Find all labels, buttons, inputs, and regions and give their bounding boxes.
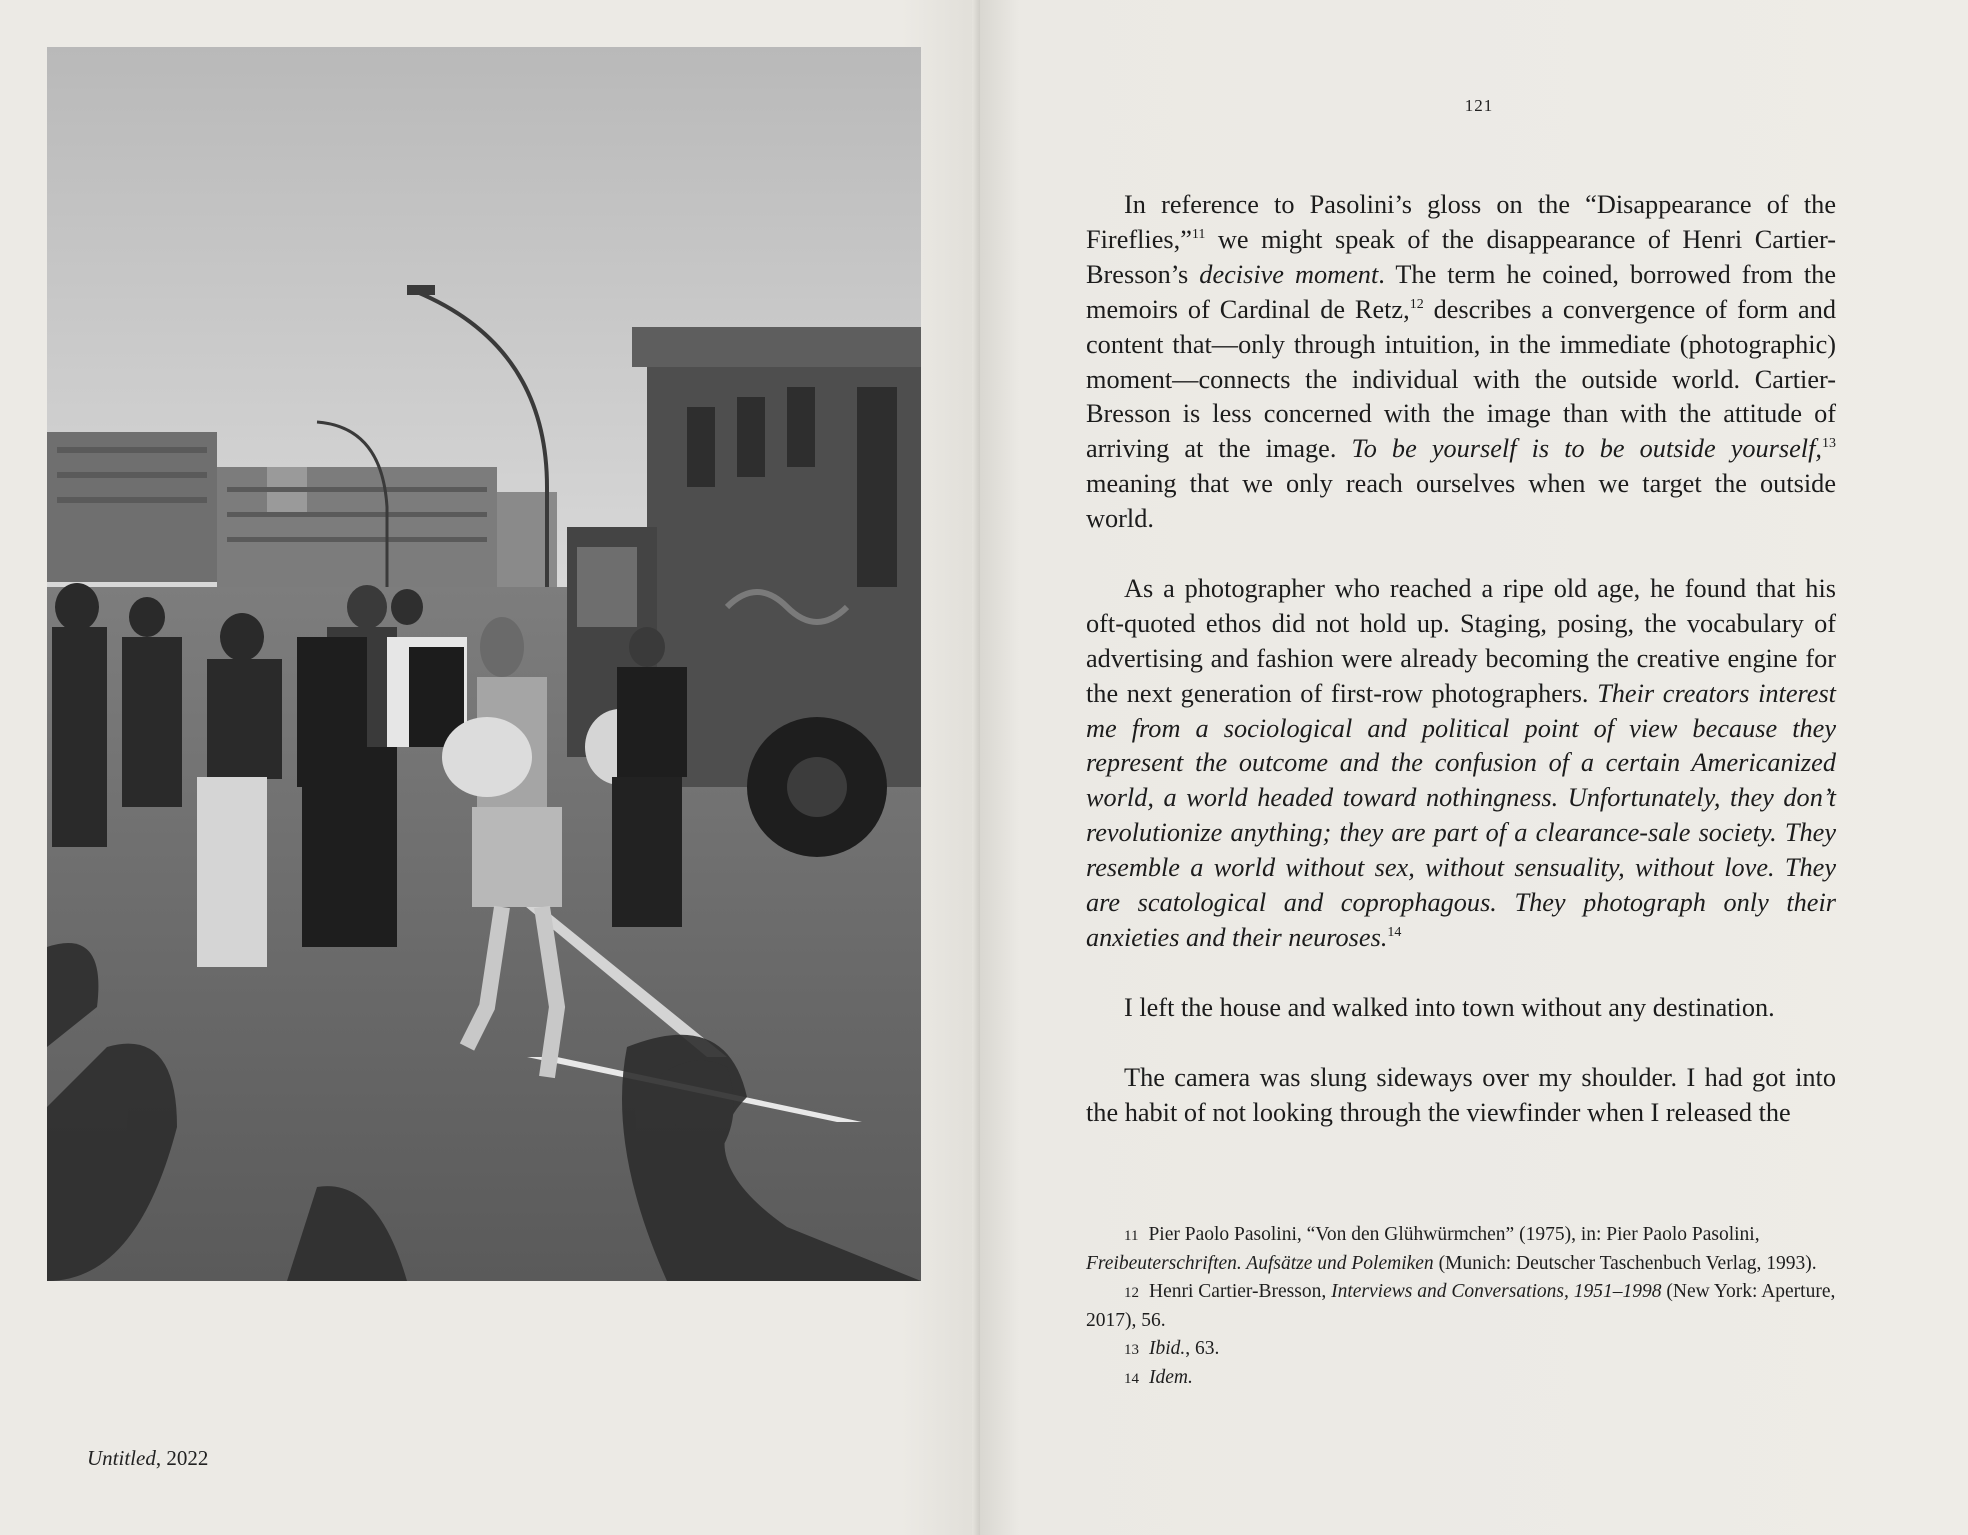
footnote-ref-13: 13 [1822, 436, 1836, 452]
footnote-11: 11 Pier Paolo Pasolini, “Von den Glühwürmchen” (1975), in: Pier Paolo Pasolini, Freibeuterschriften. Aufsätze und Polemiken (Munich: Deutscher Taschenbuch Verlag, 1993). [1086, 1224, 1817, 1275]
paragraph-2: As a photographer who reached a ripe old age, he found that his oft-quoted ethos did not hold up. Staging, posing, the vocabulary of advertising and fashion were already becoming the creative engine for the next generation of first-row photographers. Their creators interest me from a sociological and political point of view because they represent the outcome and the confusion of a certain Americanized world, a world headed toward nothingness. Unfortunately, they don’t revolutionize anything; they are part of a clearance-sale society. They resemble a world without sex, without sensuality, without love. They are scatological and coprophagous. They photograph only their anxieties and their neuroses.$^{14}$ [1086, 573, 1836, 953]
footnote-14: 14 Idem. [1124, 1367, 1193, 1389]
footnote-ref-11: 11 [1191, 227, 1206, 243]
footnote-ref-12: 12 [1409, 296, 1424, 312]
footnote-ref-14: 14 [1387, 925, 1402, 941]
page-number: 121 [1464, 96, 1494, 115]
street-photograph [47, 47, 921, 1281]
photo-caption [87, 1446, 208, 1471]
footnote-12: 12 Henri Cartier-Bresson, Interviews and Conversations, 1951–1998 (New York: Aperture, 2017), 56. [1086, 1280, 1836, 1332]
caption-title: Untitled [87, 1446, 156, 1470]
left-page [0, 0, 980, 1535]
body-text [1086, 188, 1836, 1130]
paragraph-3: I left the house and walked into town without any destination. [1124, 992, 1775, 1022]
footnote-13: 13 Ibid., 63. [1124, 1337, 1220, 1359]
paragraph-4: The camera was slung sideways over my shoulder. I had got into the habit of not looking through the viewfinder when I released the [1086, 1062, 1836, 1127]
footnotes [1086, 1221, 1836, 1393]
caption-year: , 2022 [155, 1446, 209, 1470]
photo-illustration [47, 47, 921, 1281]
paragraph-1: In reference to Pasolini’s gloss on the “Disappearance of the Fireflies,”$^{11}$ we might speak of the disappearance of Henri Cartier-Bresson’s decisive moment. The term he coined, borrowed from the memoirs of Cardinal de Retz,$^{12}$ describes a convergence of form and content that—only through intuition, in the immediate (photographic) moment—connects the individual with the outside world. Cartier-Bresson is less concerned with the image than with the attitude of arriving at the image. To be yourself is to be outside yourself,$^{13}$ meaning that we only reach ourselves when we target the outside world. [1086, 190, 1836, 534]
